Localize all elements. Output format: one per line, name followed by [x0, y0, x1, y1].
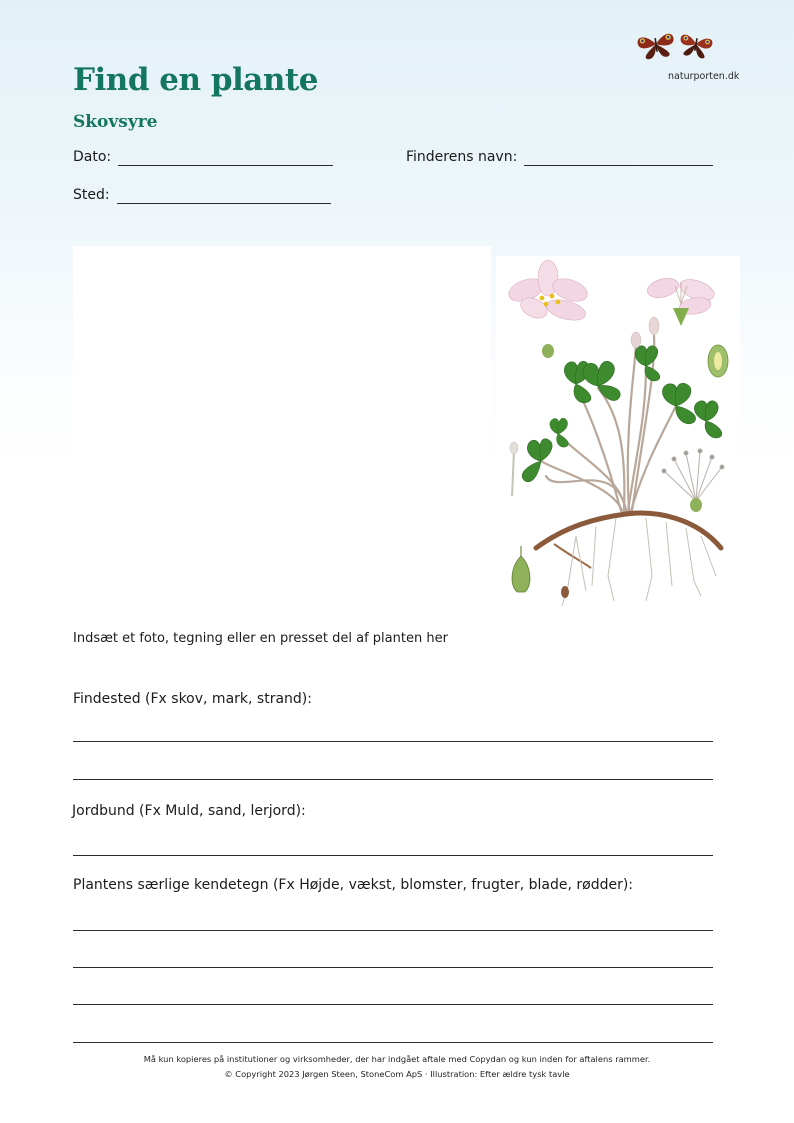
place-label: Sted: [73, 187, 110, 203]
page-subtitle: Skovsyre [73, 112, 158, 132]
answer-line[interactable] [73, 855, 713, 856]
question-soil-label: Jordbund (Fx Muld, sand, lerjord): [72, 803, 306, 819]
peacock-butterfly-icon [636, 28, 716, 60]
question-characteristics-label: Plantens særlige kendetegn (Fx Højde, vækst, blomster, frugter, blade, rødder): [73, 877, 634, 893]
brand-text: naturporten.dk [668, 71, 740, 82]
footer-copy-notice: Må kun kopieres på institutioner og virksomheder, der har indgået aftale med Copydan og kun inden for aftalens rammer. [143, 1054, 651, 1064]
finder-name-field[interactable] [524, 165, 713, 166]
page-title: Find en plante [73, 62, 318, 98]
answer-line[interactable] [73, 779, 713, 780]
answer-line[interactable] [73, 967, 713, 968]
answer-line[interactable] [73, 1004, 713, 1005]
answer-line[interactable] [73, 930, 713, 931]
photo-drop-area[interactable] [73, 246, 491, 624]
date-field[interactable] [118, 165, 333, 166]
question-location-label: Findested (Fx skov, mark, strand): [73, 691, 312, 707]
wood-sorrel-illustration [496, 256, 740, 646]
finder-name-label: Finderens navn: [406, 149, 518, 165]
footer-copyright: © Copyright 2023 Jørgen Steen, StoneCom ApS · Illustration: Efter ældre tysk tavle [224, 1069, 570, 1079]
place-field[interactable] [117, 203, 331, 204]
photo-instruction: Indsæt et foto, tegning eller en presset del af planten her [73, 631, 448, 646]
answer-line[interactable] [73, 741, 713, 742]
date-label: Dato: [73, 149, 112, 165]
answer-line[interactable] [73, 1042, 713, 1043]
